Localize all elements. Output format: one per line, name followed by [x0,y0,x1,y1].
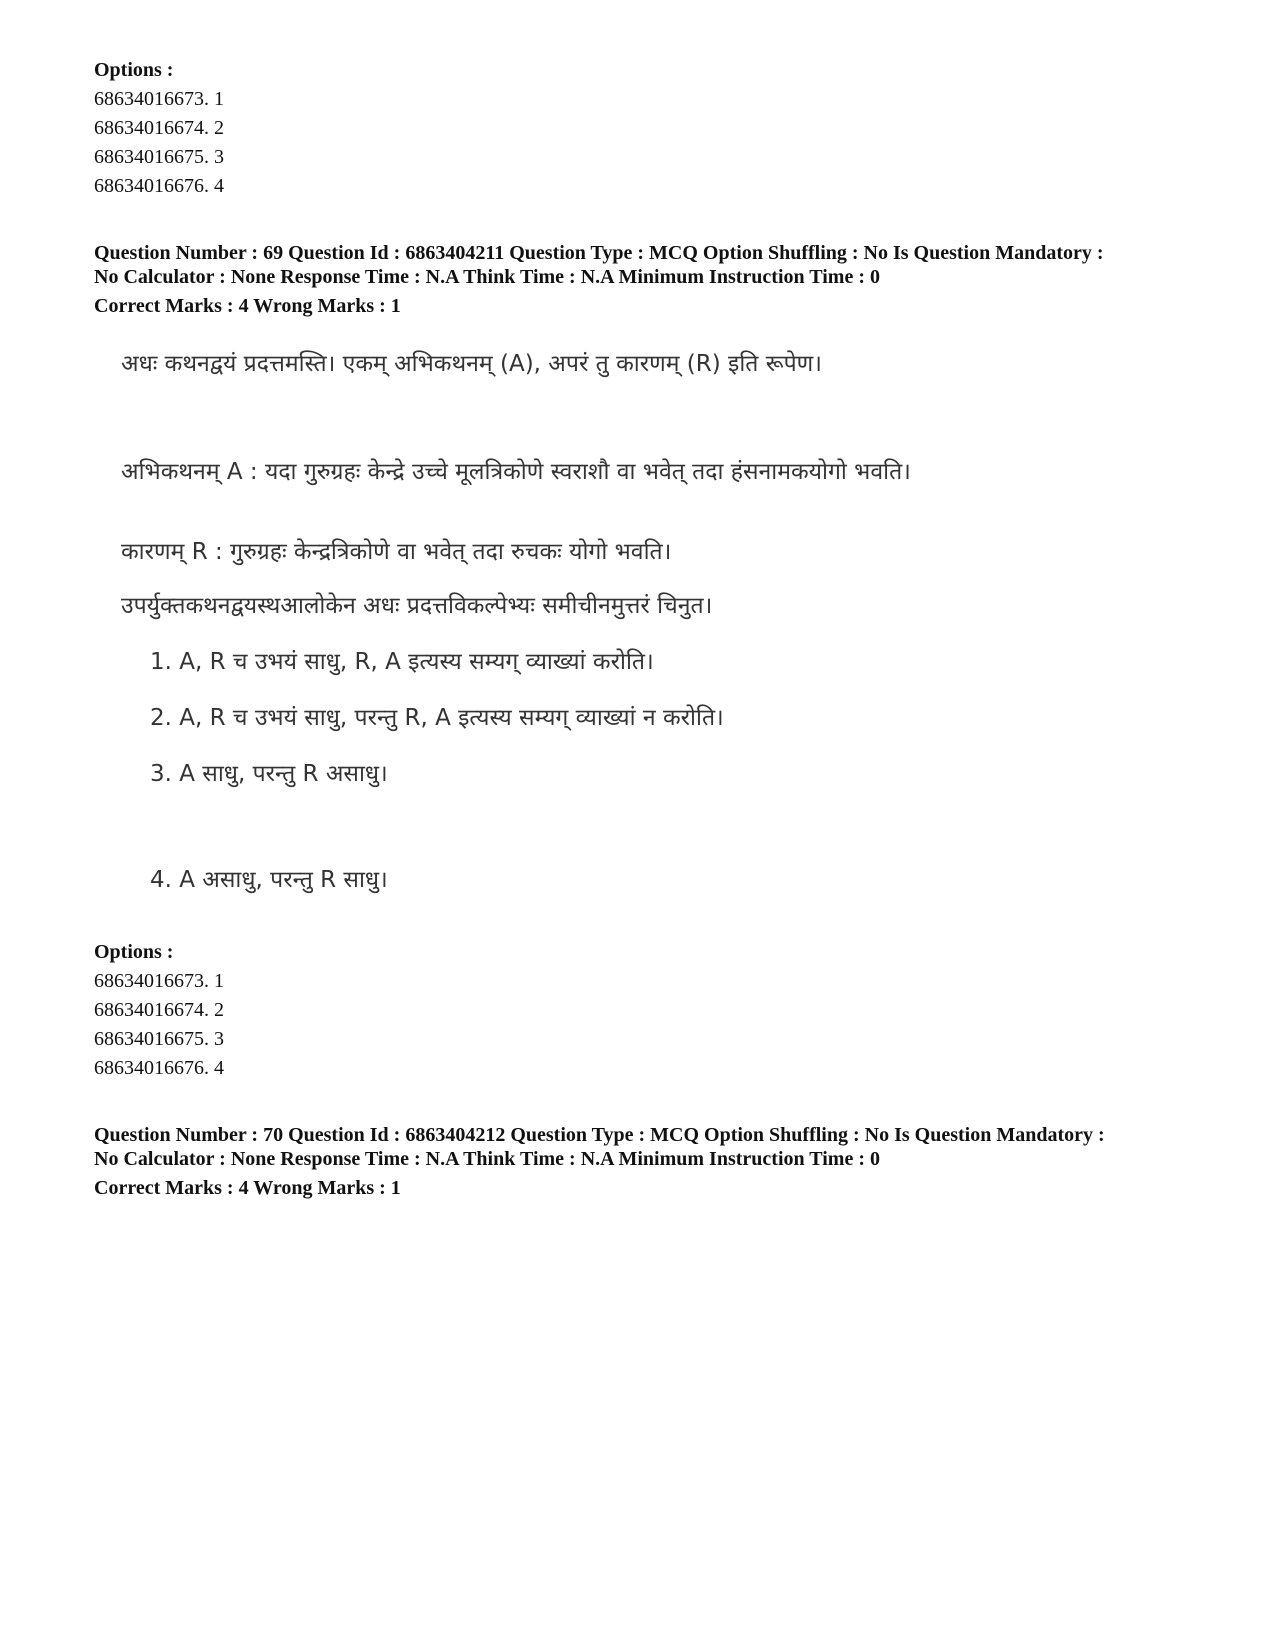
options-heading: Options : [94,941,174,963]
question-instruction: उपर्युक्तकथनद्वयस्थआलोकेन अधः प्रदत्तविकल्पेभ्यः समीचीनमुत्तरं चिनुत। [121,593,713,619]
option-item: 68634016675. 3 [94,146,224,168]
answer-choice: 4. A असाधु, परन्तु R साधु। [150,867,388,893]
answer-choice: 3. A साधु, परन्तु R असाधु। [150,761,388,787]
answer-choice: 1. A, R च उभयं साधु, R, A इत्यस्य सम्यग् व्याख्यां करोति। [150,649,654,675]
answer-choice: 2. A, R च उभयं साधु, परन्तु R, A इत्यस्य सम्यग् व्याख्यां न करोति। [150,705,724,731]
prev-options-block [94,56,224,201]
option-item: 68634016674. 2 [94,999,224,1021]
question-marks: Correct Marks : 4 Wrong Marks : 1 [94,1177,401,1199]
assertion-statement: अभिकथनम् A : यदा गुरुग्रहः केन्द्रे उच्चे मूलत्रिकोणे स्वराशौ वा भवेत् तदा हंसनामकयोगो भवति। [121,459,911,485]
question-intro: अधः कथनद्वयं प्रदत्तमस्ति। एकम् अभिकथनम् (A), अपरं तु कारणम् (R) इति रूपेण। [121,351,822,377]
question-meta-line-1: Question Number : 69 Question Id : 6863404211 Question Type : MCQ Option Shuffling : No Is Question Mandatory : [94,242,1104,264]
question-70-header [94,1123,1105,1200]
option-item: 68634016673. 1 [94,88,224,110]
options-heading: Options : [94,59,174,81]
question-meta-line-2: No Calculator : None Response Time : N.A Think Time : N.A Minimum Instruction Time : 0 [94,1148,880,1170]
question-meta-line-2: No Calculator : None Response Time : N.A Think Time : N.A Minimum Instruction Time : 0 [94,266,880,288]
option-item: 68634016676. 4 [94,175,224,197]
reason-statement: कारणम् R : गुरुग्रहः केन्द्रत्रिकोणे वा भवेत् तदा रुचकः योगो भवति। [121,539,672,565]
question-marks: Correct Marks : 4 Wrong Marks : 1 [94,295,401,317]
question-meta-line-1: Question Number : 70 Question Id : 6863404212 Question Type : MCQ Option Shuffling : No Is Question Mandatory : [94,1124,1105,1146]
option-item: 68634016673. 1 [94,970,224,992]
option-item: 68634016674. 2 [94,117,224,139]
question-69-header [94,241,1104,318]
question-69-options [94,938,224,1083]
option-item: 68634016675. 3 [94,1028,224,1050]
option-item: 68634016676. 4 [94,1057,224,1079]
